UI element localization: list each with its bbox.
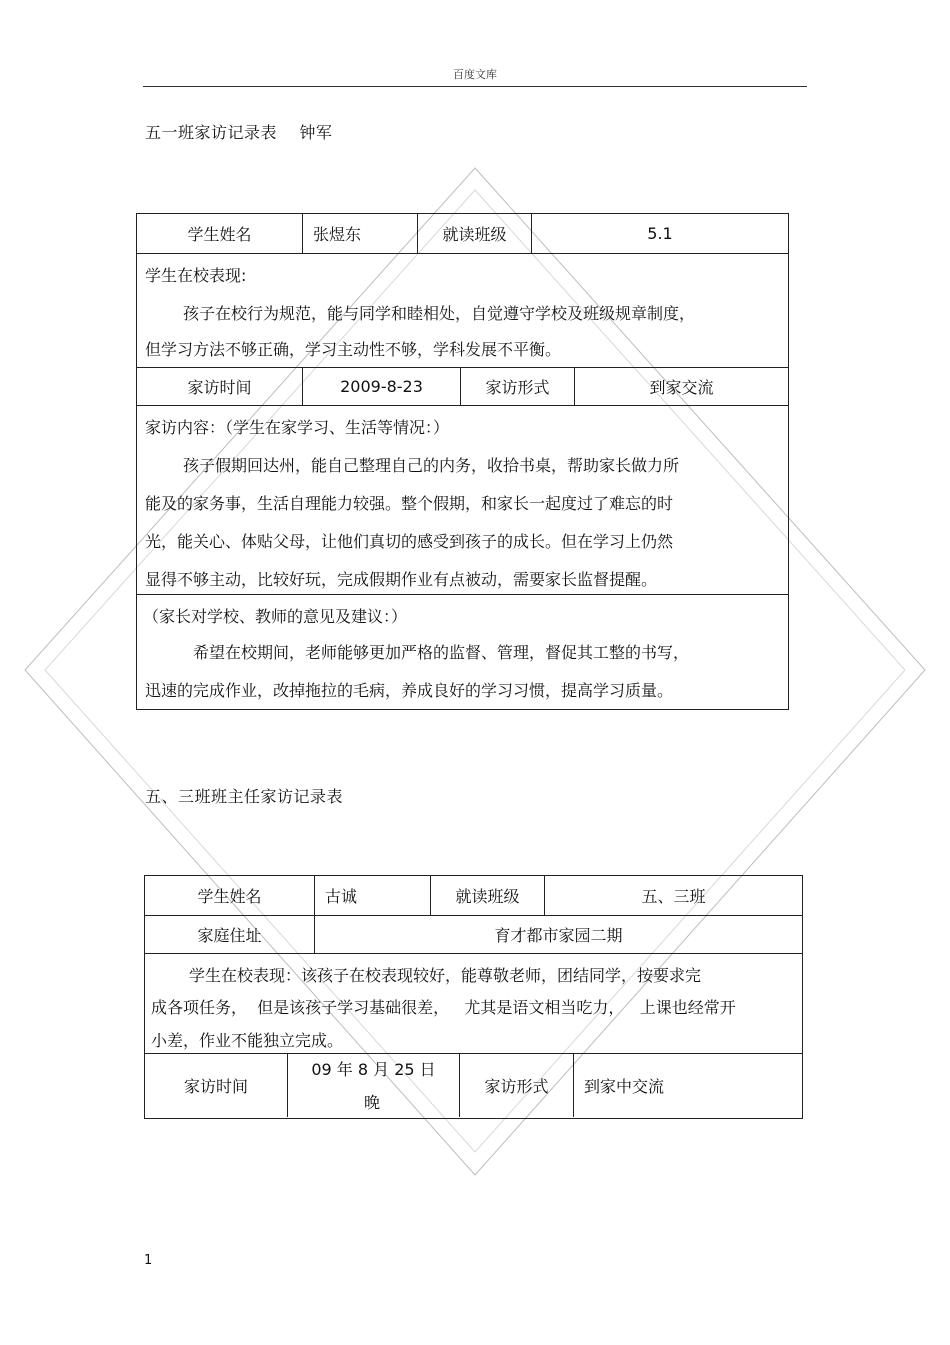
visit-time-value: 2009-8-23 [303,367,461,405]
table-row [137,253,788,368]
performance-line: 成各项任务， 但是该孩子学习基础很差， 尤其是语文相当吃力， 上课也经常开 [151,998,736,1017]
class-label: 就读班级 [418,214,532,253]
student-name-value: 古诚 [315,876,431,915]
performance-line: 小差，作业不能独立完成。 [151,1031,344,1050]
opinion-line: 希望在校期间，老师能够更加严格的监督、管理，督促其工整的书写， [193,643,690,662]
address-label: 家庭住址 [145,915,315,953]
opinion-line: 迅速的完成作业，改掉拖拉的毛病，养成良好的学习习惯，提高学习质量。 [145,681,674,700]
visit-time-value [288,1053,460,1117]
address-value: 育才都市家园二期 [494,925,623,945]
visit-time-period: 晚 [364,1093,381,1112]
class-value: 五、三班 [641,887,706,906]
performance-label: 学生在校表现: [145,266,247,285]
visit-time-date: 09 年 8 月 25 日 [311,1060,436,1079]
content-label: 家访内容：（学生在家学习、生活等情况：） [145,418,450,437]
student-name-label: 学生姓名 [137,214,303,253]
section2-title: 五、三班班主任家访记录表 [145,787,344,806]
table-row [137,594,788,708]
section2-table [144,875,803,1119]
visit-form-label: 家访形式 [461,367,575,405]
table-row [145,953,802,1054]
header-rule [143,86,807,87]
table-row [137,405,788,595]
student-name-label: 学生姓名 [145,876,315,915]
content-line: 能及的家务事，生活自理能力较强。整个假期，和家长一起度过了难忘的时 [145,494,674,513]
section1-table [136,213,789,710]
performance-line: 但学习方法不够正确，学习主动性不够，学科发展不平衡。 [145,340,562,359]
page-header: 百度文库 [453,68,497,81]
visit-time-label: 家访时间 [137,367,303,405]
content-line: 光，能关心、体贴父母，让他们真切的感受到孩子的成长。但在学习上仍然 [145,532,674,551]
visit-time-label: 家访时间 [145,1053,288,1117]
table-row [145,876,802,916]
content-line: 孩子假期回达州，能自己整理自己的内务，收拾书桌，帮助家长做力所 [183,456,680,475]
class-label: 就读班级 [431,876,545,915]
visit-form-label: 家访形式 [460,1053,574,1117]
page-number: 1 [144,1253,153,1268]
opinion-label: （家长对学校、教师的意见及建议：） [143,607,408,626]
visit-form-value: 到家中交流 [584,1076,665,1096]
performance-line: 学生在校表现：该孩子在校表现较好，能尊敬老师，团结同学，按要求完 [189,966,702,985]
student-name-value: 张煜东 [303,214,418,253]
visit-form-value: 到家交流 [649,377,714,397]
content-line: 显得不够主动，比较好玩，完成假期作业有点被动，需要家长监督提醒。 [145,570,658,589]
table-row [137,367,788,406]
table-row [145,915,802,954]
table-row [137,214,788,254]
table-row [145,1053,802,1117]
section1-title: 五一班家访记录表 钟军 [145,123,333,142]
class-value: 5.1 [647,224,673,243]
performance-line: 孩子在校行为规范，能与同学和睦相处，自觉遵守学校及班级规章制度， [183,304,696,323]
